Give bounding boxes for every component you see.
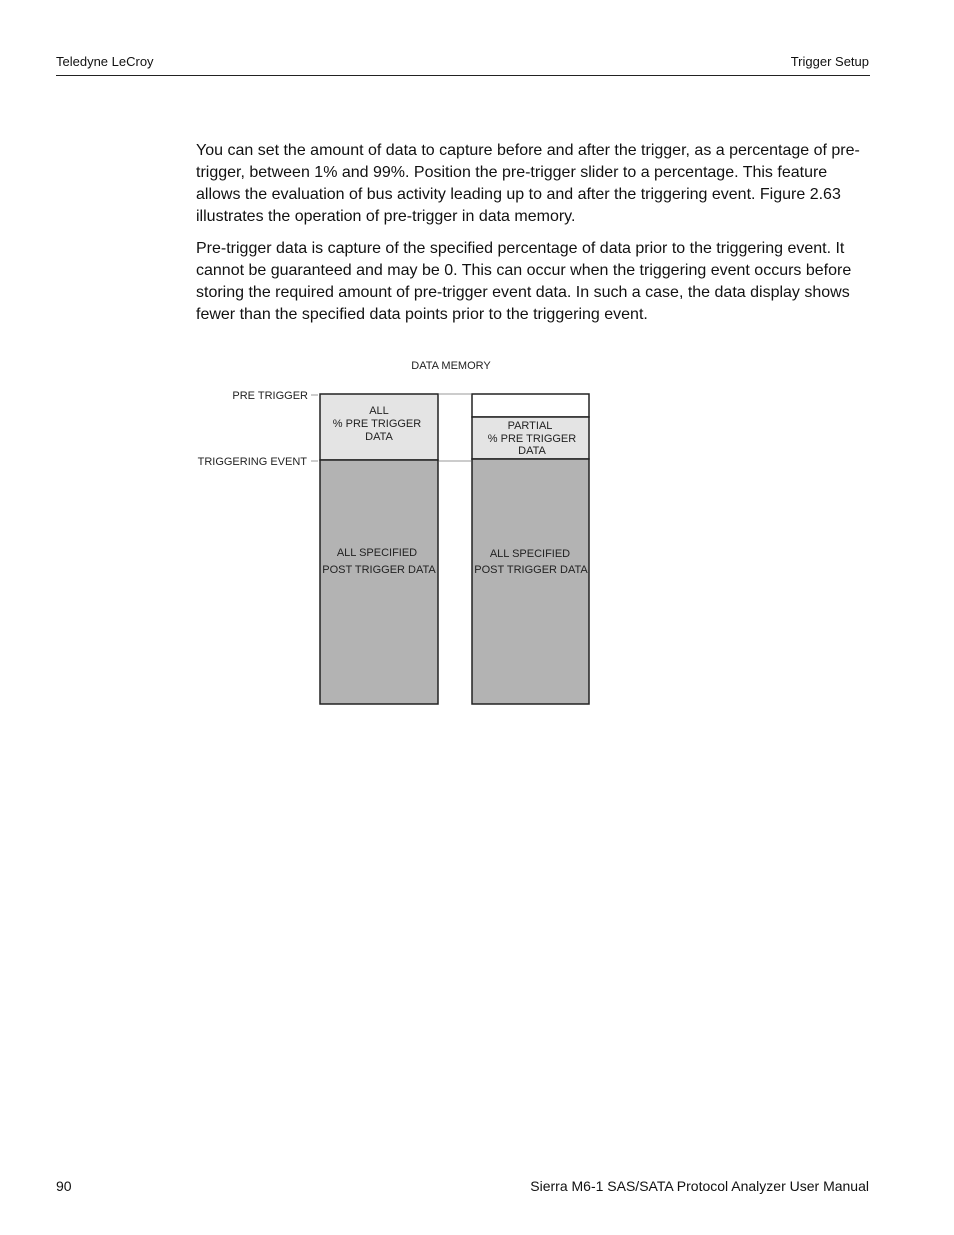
- left-pre-line-3: DATA: [365, 431, 393, 443]
- left-memory-column: [320, 394, 438, 704]
- right-post-line-2: POST TRIGGER DATA: [474, 564, 588, 576]
- right-empty-block: [472, 394, 589, 417]
- left-post-line-2: POST TRIGGER DATA: [322, 564, 436, 576]
- paragraph-1-text: You can set the amount of data to capture before and after the trigger, as a percentage of pre-trigger, between 1% and 99%. Position the pre-trigger slider to a percentage. This feature allows the evaluation of bus activity leading up to and after the triggering event. Figure 2.63 illustrates the operation of pre-trigger in data memory.: [196, 142, 860, 225]
- left-pre-line-1: ALL: [369, 405, 389, 417]
- header-right: Trigger Setup: [790, 54, 869, 69]
- page-number: 90: [56, 1178, 72, 1194]
- left-pre-line-2: % PRE TRIGGER: [332, 418, 422, 430]
- pre-trigger-marker-label: PRE TRIGGER: [232, 390, 308, 402]
- right-post-line-1: ALL SPECIFIED: [489, 548, 571, 560]
- manual-title: Sierra M6-1 SAS/SATA Protocol Analyzer User Manual: [530, 1178, 869, 1194]
- paragraph-2-text: Pre-trigger data is capture of the specified percentage of data prior to the triggering event. It cannot be guaranteed and may be 0. This can occur when the triggering event occurs before storing the required amount of pre-trigger event data. In such a case, the data display shows fewer than the specified data points prior to the triggering event.: [196, 240, 852, 323]
- right-pre-line-3: DATA: [518, 445, 546, 457]
- right-pre-line-1: PARTIAL: [507, 420, 553, 432]
- header-left: Teledyne LeCroy: [56, 54, 154, 69]
- left-post-trigger-block: [320, 460, 438, 704]
- triggering-event-marker-label: TRIGGERING EVENT: [197, 456, 307, 468]
- right-memory-column: [472, 394, 589, 704]
- left-post-line-1: ALL SPECIFIED: [336, 547, 418, 559]
- right-pre-line-2: % PRE TRIGGER: [487, 433, 577, 445]
- right-post-trigger-block: [472, 459, 589, 704]
- figure-title: DATA MEMORY: [411, 360, 491, 372]
